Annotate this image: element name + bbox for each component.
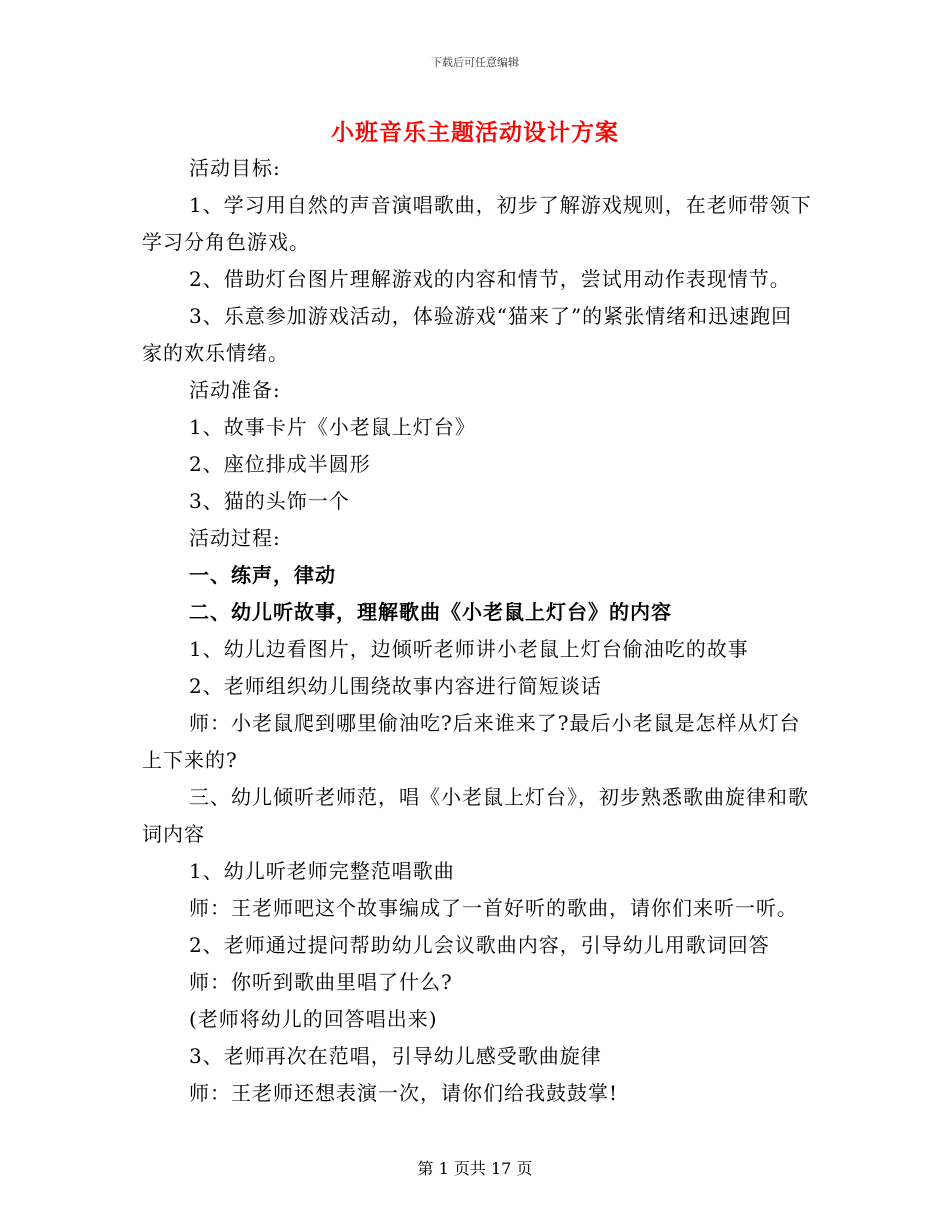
paragraph-prep-1: 1、故事卡片《小老鼠上灯台》 — [189, 415, 476, 439]
paragraph-step-2-1: 1、幼儿边看图片，边倾听老师讲小老鼠上灯台偷油吃的故事 — [189, 637, 749, 661]
paragraph-teacher-question-1: 师：小老鼠爬到哪里偷油吃?后来谁来了?最后小老鼠是怎样从灯台上下来的? — [142, 711, 801, 772]
paragraph-goal-2: 2、借助灯台图片理解游戏的内容和情节，尝试用动作表现情节。 — [189, 267, 791, 291]
paragraph-prep-heading: 活动准备: — [189, 378, 281, 402]
paragraph-teacher-question-2: 师：你听到歌曲里唱了什么? — [189, 970, 453, 994]
paragraph-step-3-2: 2、老师通过提问帮助幼儿会议歌曲内容，引导幼儿用歌词回答 — [189, 933, 770, 957]
paragraph-note: (老师将幼儿的回答唱出来) — [189, 1007, 438, 1031]
paragraph-step-3-3: 3、老师再次在范唱，引导幼儿感受歌曲旋律 — [189, 1044, 602, 1068]
section-heading-1: 一、练声，律动 — [189, 563, 336, 587]
document-body — [142, 150, 812, 1112]
paragraph-prep-2: 2、座位排成半圆形 — [189, 452, 371, 476]
header-note: 下载后可任意编辑 — [431, 56, 519, 69]
paragraph-goal-1: 1、学习用自然的声音演唱歌曲，初步了解游戏规则，在老师带领下学习分角色游戏。 — [142, 193, 812, 254]
paragraph-step-3-1: 1、幼儿听老师完整范唱歌曲 — [189, 859, 455, 883]
paragraph-step-2-2: 2、老师组织幼儿围绕故事内容进行简短谈话 — [189, 674, 602, 698]
paragraph-process-heading: 活动过程: — [189, 526, 281, 550]
paragraph-goals-heading: 活动目标: — [189, 156, 281, 180]
paragraph-goal-3: 3、乐意参加游戏活动，体验游戏“猫来了”的紧张情绪和迅速跑回家的欢乐情绪。 — [142, 304, 793, 365]
paragraph-teacher-line-2: 师：王老师还想表演一次，请你们给我鼓鼓掌! — [189, 1081, 619, 1105]
page-number-footer: 第 1 页共 17 页 — [417, 1159, 533, 1178]
document-title: 小班音乐主题活动设计方案 — [331, 119, 619, 146]
paragraph-teacher-line-1: 师：王老师吧这个故事编成了一首好听的歌曲，请你们来听一听。 — [189, 896, 798, 920]
paragraph-prep-3: 3、猫的头饰一个 — [189, 489, 350, 513]
section-heading-2: 二、幼儿听故事，理解歌曲《小老鼠上灯台》的内容 — [189, 600, 672, 624]
section-heading-3: 三、幼儿倾听老师范，唱《小老鼠上灯台》，初步熟悉歌曲旋律和歌词内容 — [142, 785, 809, 846]
